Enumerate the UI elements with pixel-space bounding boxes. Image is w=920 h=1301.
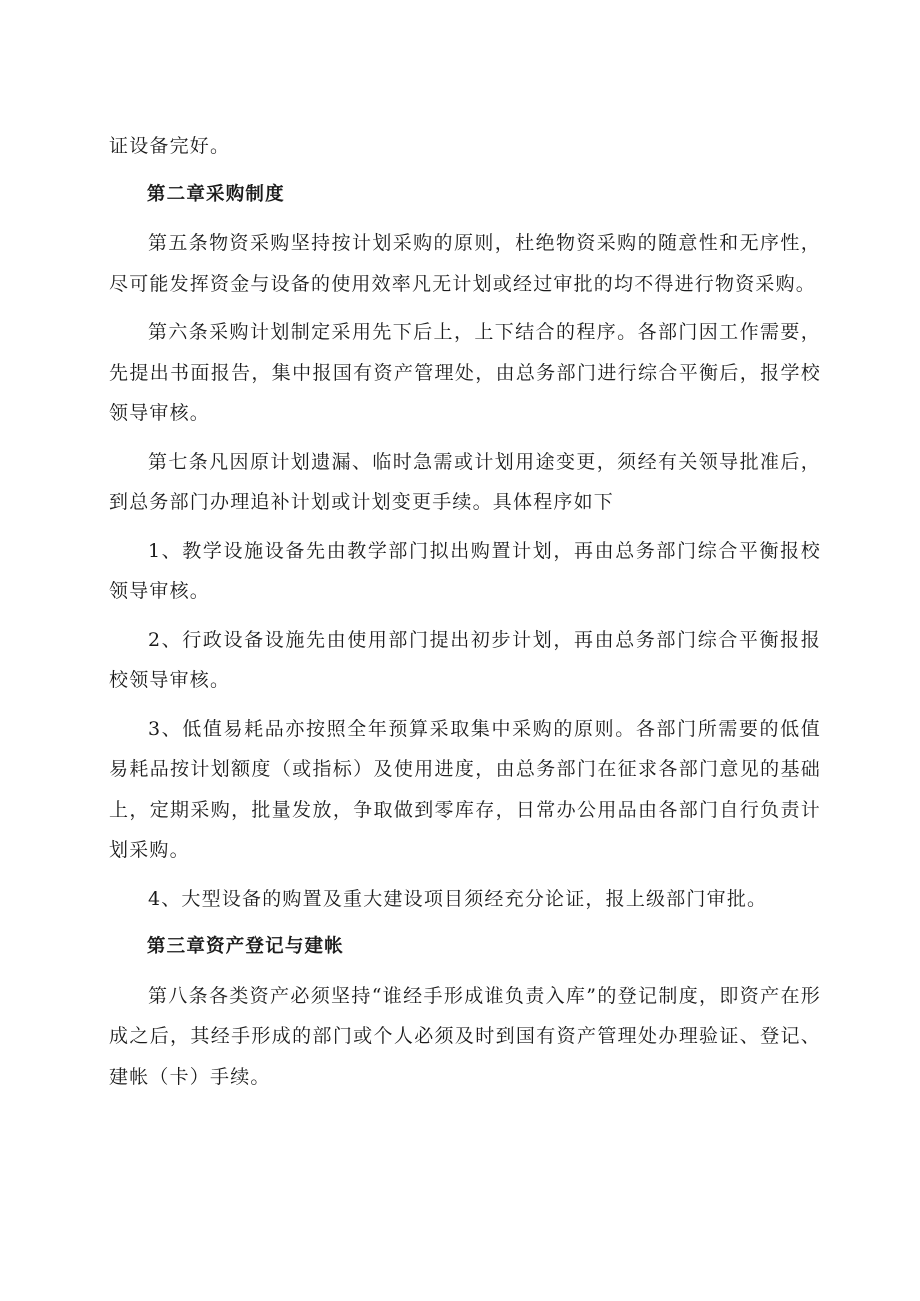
article-8-paragraph: 第八条各类资产必须坚持“谁经手形成谁负责入库”的登记制度，即资产在形成之后，其经手形成的部门或个人必须及时到国有资产管理处办理验证、登记、建帐（卡）手续。 — [109, 984, 821, 1088]
procedure-item-3: 3、低值易耗品亦按照全年预算采取集中采购的原则。各部门所需要的低值易耗品按计划额度（或指标）及使用进度，由总务部门在征求各部门意见的基础上，定期采购，批量发放，争取做到零库存，日常办公用品由各部门自行负责计划采购。 — [109, 717, 821, 861]
chapter-heading-procurement: 第二章采购制度 — [146, 183, 285, 205]
article-6-paragraph: 第六条采购计划制定采用先下后上，上下结合的程序。各部门因工作需要，先提出书面报告，集中报国有资产管理处，由总务部门进行综合平衡后，报学校领导审核。 — [109, 321, 821, 424]
article-7-paragraph: 第七条凡因原计划遗漏、临时急需或计划用途变更，须经有关领导批准后，到总务部门办理追补计划或计划变更手续。具体程序如下 — [109, 450, 821, 513]
chapter-heading-asset-registration: 第三章资产登记与建帐 — [146, 936, 344, 957]
article-5-paragraph: 第五条物资采购坚持按计划采购的原则，杜绝物资采购的随意性和无序性，尽可能发挥资金与设备的使用效率凡无计划或经过审批的均不得进行物资采购。 — [109, 232, 821, 295]
document-body — [109, 126, 821, 1105]
procedure-item-2: 2、行政设备设施先由使用部门提出初步计划，再由总务部门综合平衡报报校领导审核。 — [109, 628, 821, 691]
procedure-item-4: 4、大型设备的购置及重大建设项目须经充分论证，报上级部门审批。 — [147, 887, 768, 910]
paragraph-continuation: 证设备完好。 — [109, 135, 231, 157]
procedure-item-1: 1、教学设施设备先由教学部门拟出购置计划，再由总务部门综合平衡报校领导审核。 — [109, 539, 821, 602]
